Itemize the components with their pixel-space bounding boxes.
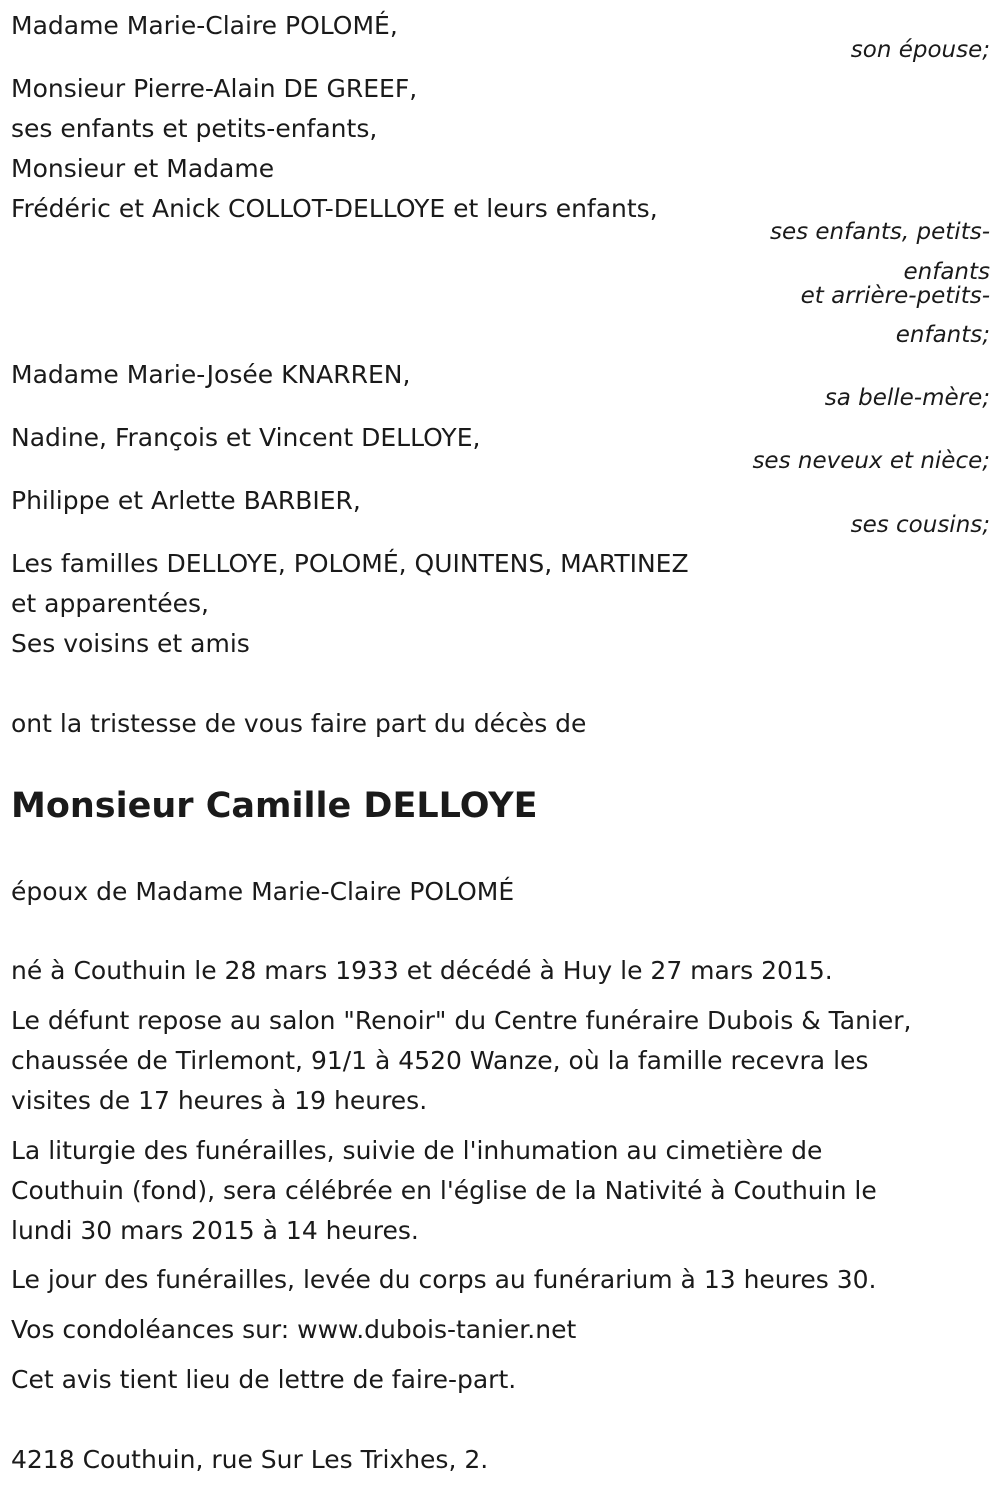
others-line-1: Les familles DELLOYE, POLOMÉ, QUINTENS, MARTINEZ: [11, 549, 689, 578]
others-line-3: Ses voisins et amis: [11, 629, 250, 658]
children-role-line-4: enfants;: [895, 322, 990, 348]
spouse-name: Madame Marie-Claire POLOMÉ,: [11, 11, 398, 40]
deceased-name: Monsieur Camille DELLOYE: [11, 786, 538, 826]
announcement: ont la tristesse de vous faire part du décès de: [11, 709, 587, 738]
spouse-role: son épouse;: [850, 37, 990, 63]
rest-line-3: visites de 17 heures à 19 heures.: [11, 1086, 428, 1115]
children-line-4: Frédéric et Anick COLLOT-DELLOYE et leurs enfants,: [11, 194, 658, 223]
children-role-line-3: et arrière-petits-: [800, 283, 990, 309]
liturgy-line-3: lundi 30 mars 2015 à 14 heures.: [11, 1216, 419, 1245]
address: 4218 Couthuin, rue Sur Les Trixhes, 2.: [11, 1445, 489, 1474]
condolences: Vos condoléances sur: www.dubois-tanier.net: [11, 1315, 577, 1344]
others-line-2: et apparentées,: [11, 589, 209, 618]
children-line-2: ses enfants et petits-enfants,: [11, 114, 378, 143]
children-role-line-2: enfants: [903, 259, 990, 285]
mother-in-law-role: sa belle-mère;: [824, 385, 990, 411]
children-line-1: Monsieur Pierre-Alain DE GREEF,: [11, 74, 418, 103]
cousins-name: Philippe et Arlette BARBIER,: [11, 486, 361, 515]
mother-in-law-name: Madame Marie-Josée KNARREN,: [11, 360, 411, 389]
spouse-of: époux de Madame Marie-Claire POLOMÉ: [11, 877, 515, 906]
liturgy-line-1: La liturgie des funérailles, suivie de l'inhumation au cimetière de: [11, 1136, 823, 1165]
rest-line-2: chaussée de Tirlemont, 91/1 à 4520 Wanze, où la famille recevra les: [11, 1046, 869, 1075]
levee: Le jour des funérailles, levée du corps au funérarium à 13 heures 30.: [11, 1265, 877, 1294]
rest-line-1: Le défunt repose au salon "Renoir" du Centre funéraire Dubois & Tanier,: [11, 1006, 912, 1035]
notice: Cet avis tient lieu de lettre de faire-part.: [11, 1365, 517, 1394]
cousins-role: ses cousins;: [850, 512, 990, 538]
children-line-3: Monsieur et Madame: [11, 154, 275, 183]
nephews-name: Nadine, François et Vincent DELLOYE,: [11, 423, 481, 452]
children-role-line-1: ses enfants, petits-: [769, 219, 990, 245]
liturgy-line-2: Couthuin (fond), sera célébrée en l'église de la Nativité à Couthuin le: [11, 1176, 877, 1205]
birth-death: né à Couthuin le 28 mars 1933 et décédé à Huy le 27 mars 2015.: [11, 956, 833, 985]
nephews-role: ses neveux et nièce;: [752, 448, 990, 474]
